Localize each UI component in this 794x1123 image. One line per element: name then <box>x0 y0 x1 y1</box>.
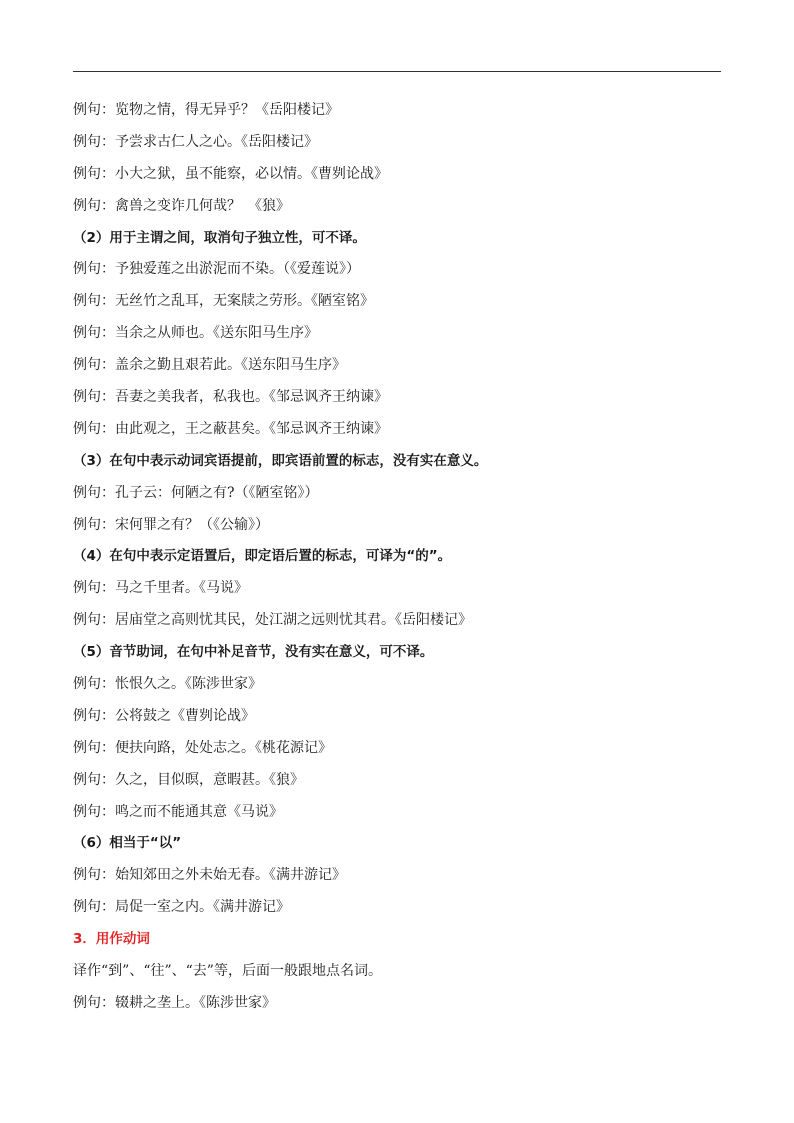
red-section-heading: 3．用作动词 <box>73 931 150 948</box>
example-line: 例句：无丝竹之乱耳，无案牍之劳形。《陋室铭》 <box>73 293 374 310</box>
example-line: 例句：马之千里者。《马说》 <box>73 580 248 597</box>
section-heading: （3）在句中表示动词宾语提前，即宾语前置的标志，没有实在意义。 <box>73 452 488 469</box>
example-line: 例句：居庙堂之高则忧其民，处江湖之远则忧其君。《岳阳楼记》 <box>73 612 472 629</box>
example-line: 例句：予尝求古仁人之心。《岳阳楼记》 <box>73 133 318 150</box>
example-line: 例句：由此观之，王之蔽甚矣。《邹忌讽齐王纳谏》 <box>73 420 388 437</box>
example-line: 例句：局促一室之内。《满井游记》 <box>73 899 290 916</box>
example-line: 例句：便扶向路，处处志之。《桃花源记》 <box>73 739 332 756</box>
section-heading: （2）用于主谓之间，取消句子独立性，可不译。 <box>73 229 366 246</box>
section-heading: （6）相当于“以” <box>73 835 182 852</box>
section-heading: （5）音节助词，在句中补足音节，没有实在意义，可不译。 <box>73 644 434 661</box>
example-line: 例句：怅恨久之。《陈涉世家》 <box>73 676 262 693</box>
example-line: 例句：久之，目似暝，意暇甚。《狼》 <box>73 771 304 788</box>
example-line: 例句：览物之情，得无异乎？《岳阳楼记》 <box>73 102 339 118</box>
example-line: 例句：盖余之勤且艰若此。《送东阳马生序》 <box>73 357 346 374</box>
example-line: 例句：宋何罪之有？（《公输》） <box>73 516 269 533</box>
header-rule <box>73 71 721 72</box>
explanation-line: 译作“到”、“往”、“去”等，后面一般跟地点名词。 <box>73 963 382 980</box>
example-line: 例句：孔子云：何陋之有?（《陋室铭》） <box>73 484 319 501</box>
example-line: 例句：始知郊田之外未始无春。《满井游记》 <box>73 867 346 884</box>
example-line: 例句：予独爱莲之出淤泥而不染。（《爱莲说》） <box>73 261 360 278</box>
example-line: 例句：公将鼓之《曹刿论战》 <box>73 707 255 724</box>
example-line: 例句：当余之从师也。《送东阳马生序》 <box>73 325 318 342</box>
example-line: 例句：辍耕之垄上。《陈涉世家》 <box>73 994 276 1011</box>
example-line: 例句：小大之狱，虽不能察，必以情。《曹刿论战》 <box>73 165 388 182</box>
section-heading: （4）在句中表示定语置后，即定语后置的标志，可译为“的”。 <box>73 548 452 565</box>
document-body <box>73 95 721 1020</box>
example-line: 例句：鸣之而不能通其意《马说》 <box>73 803 283 820</box>
example-line: 例句：禽兽之变诈几何哉？ 《狼》 <box>73 197 290 214</box>
example-line: 例句：吾妻之美我者，私我也。《邹忌讽齐王纳谏》 <box>73 389 388 406</box>
